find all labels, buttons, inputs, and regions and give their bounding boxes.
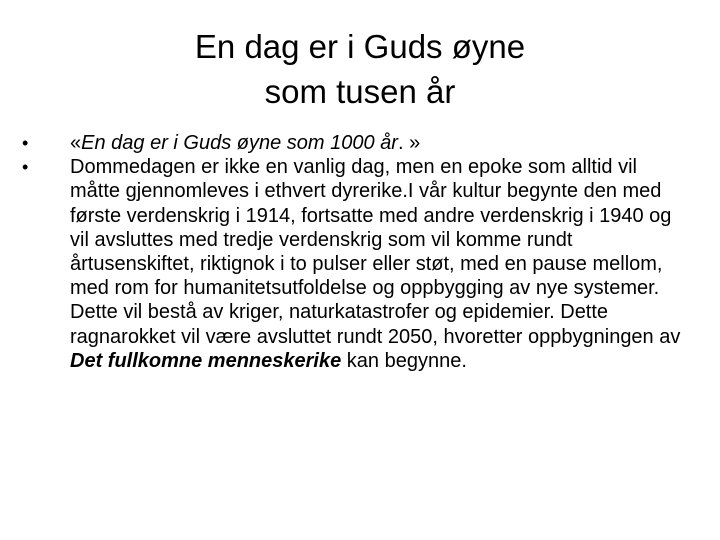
- emphasis-text: Det fullkomne menneskerike: [70, 349, 342, 372]
- slide-title: [40, 24, 680, 114]
- paragraph-ending: kan begynne.: [341, 349, 467, 372]
- quote-close: . »: [397, 132, 421, 154]
- title-line-1: En dag er i Guds øyne: [194, 28, 526, 65]
- open-quote: «: [70, 132, 82, 154]
- paragraph-text: Dommedagen er ikke en vanlig dag, men en epoke som alltid vil måtte gjennomleves i ethvert dyrerike.I vår kultur begynte den med første verdenskrig i 1914, fortsatte med andre verdenskrig i 1940 og vil avsluttes med tredje verdenskrig som vil komme rundt årtusenskiftet, riktignok i to pulser eller støt, med en pause mellom, med rom for humanitetsutfoldelse og oppbygging av nye systemer. Dette vil bestå av kriger, naturkatastrofer og epidemier. Dette ragnarokket vil være avsluttet rundt 2050, hvoretter oppbygningen av: [70, 156, 681, 348]
- bullet-item-2: [22, 155, 692, 373]
- bullet-dot-icon: •: [22, 157, 29, 178]
- quote-text: En dag er i Guds øyne som 1000 år: [81, 132, 398, 154]
- slide-body: [22, 131, 692, 373]
- bullet-dot-icon: •: [22, 133, 29, 153]
- bullet-item-1: [22, 131, 692, 155]
- title-line-2: som tusen år: [264, 73, 456, 110]
